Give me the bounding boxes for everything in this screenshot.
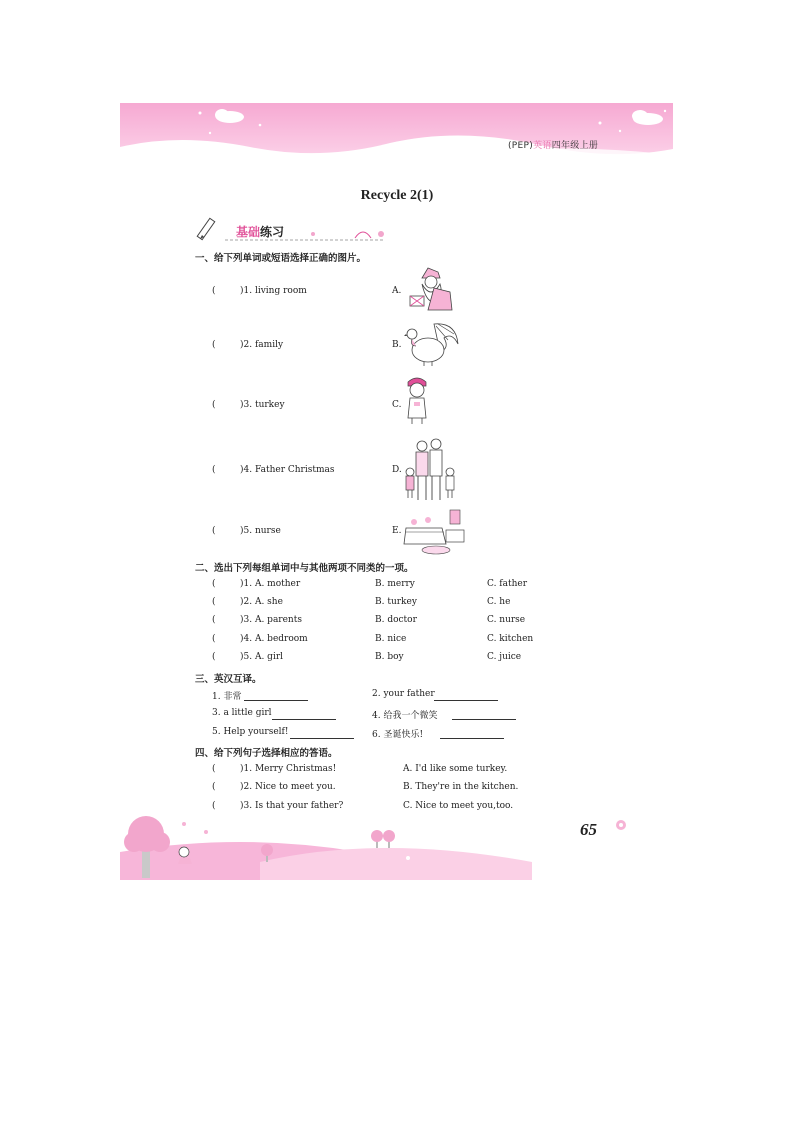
s3-prompt: 4. 给我一个微笑: [372, 711, 438, 721]
s2-option-b: B. doctor: [375, 615, 417, 625]
living-room-image: [402, 508, 468, 556]
s1-item: )4. Father Christmas: [240, 465, 335, 475]
s2-paren[interactable]: (: [212, 579, 216, 589]
s1-item: )2. family: [240, 340, 284, 350]
s2-option-a: )4. A. bedroom: [240, 634, 308, 644]
s2-option-a: )1. A. mother: [240, 579, 301, 589]
s2-paren[interactable]: (: [212, 652, 216, 662]
s1-letter: A.: [392, 286, 402, 296]
s2-option-b: B. nice: [375, 634, 407, 644]
answer-line[interactable]: [434, 700, 498, 701]
s2-option-a: )5. A. girl: [240, 652, 284, 662]
page-title: Recycle 2(1): [360, 188, 434, 203]
s4-answer: B. They're in the kitchen.: [403, 782, 519, 792]
s2-paren[interactable]: (: [212, 615, 216, 625]
section-3-title: 三、英汉互译。: [195, 674, 262, 685]
s1-paren[interactable]: (: [212, 526, 216, 536]
header-banner: [120, 103, 673, 161]
s1-letter: E.: [392, 526, 402, 536]
turkey-image: [404, 318, 460, 368]
series-label: (PEP)英语四年级上册: [508, 141, 599, 151]
s2-option-c: C. juice: [487, 652, 522, 662]
s1-item: )3. turkey: [240, 400, 285, 410]
s3-prompt: 6. 圣诞快乐!: [372, 730, 424, 740]
s4-paren[interactable]: (: [212, 782, 216, 792]
section-2-title: 二、选出下列每组单词中与其他两项不同类的一项。: [195, 563, 414, 574]
pencil-icon: [197, 218, 215, 239]
s1-letter: B.: [392, 340, 402, 350]
s1-paren[interactable]: (: [212, 340, 216, 350]
s2-paren[interactable]: (: [212, 634, 216, 644]
page-number: 65: [580, 820, 597, 839]
s1-paren[interactable]: (: [212, 286, 216, 296]
s4-answer: A. I'd like some turkey.: [403, 764, 508, 774]
s4-answer: C. Nice to meet you,too.: [403, 801, 514, 811]
s4-question: )1. Merry Christmas!: [240, 764, 337, 774]
section-4-title: 四、给下列句子选择相应的答语。: [195, 748, 338, 759]
s1-letter: D.: [392, 465, 402, 475]
s4-paren[interactable]: (: [212, 801, 216, 811]
badge-label: 基础练习: [236, 225, 285, 239]
section-1-title: 一、给下列单词或短语选择正确的图片。: [195, 253, 367, 264]
s1-paren[interactable]: (: [212, 400, 216, 410]
s4-question: )2. Nice to meet you.: [240, 782, 336, 792]
s4-question: )3. Is that your father?: [240, 801, 344, 811]
s2-option-c: C. father: [487, 579, 528, 589]
s1-item: )5. nurse: [240, 526, 281, 536]
father-christmas-image: [404, 266, 456, 312]
s1-letter: C.: [392, 400, 402, 410]
s2-option-c: C. kitchen: [487, 634, 534, 644]
family-image: [402, 436, 460, 502]
s2-option-b: B. merry: [375, 579, 415, 589]
footer-decoration: [120, 812, 532, 880]
s4-paren[interactable]: (: [212, 764, 216, 774]
s2-option-b: B. boy: [375, 652, 404, 662]
nurse-image: [400, 374, 434, 426]
s3-prompt: 5. Help yourself!: [212, 727, 289, 737]
answer-line[interactable]: [244, 700, 308, 701]
s2-option-c: C. he: [487, 597, 511, 607]
s3-prompt: 2. your father: [372, 689, 435, 699]
answer-line[interactable]: [440, 738, 504, 739]
s2-option-b: B. turkey: [375, 597, 417, 607]
flower-icon: [614, 818, 628, 832]
s1-paren[interactable]: (: [212, 465, 216, 475]
s3-prompt: 3. a little girl: [212, 708, 272, 718]
s3-prompt: 1. 非常: [212, 692, 242, 702]
section-badge: [195, 212, 395, 244]
s2-paren[interactable]: (: [212, 597, 216, 607]
s2-option-a: )2. A. she: [240, 597, 283, 607]
answer-line[interactable]: [290, 738, 354, 739]
s2-option-a: )3. A. parents: [240, 615, 302, 625]
s2-option-c: C. nurse: [487, 615, 526, 625]
answer-line[interactable]: [452, 719, 516, 720]
s1-item: )1. living room: [240, 286, 307, 296]
answer-line[interactable]: [272, 719, 336, 720]
